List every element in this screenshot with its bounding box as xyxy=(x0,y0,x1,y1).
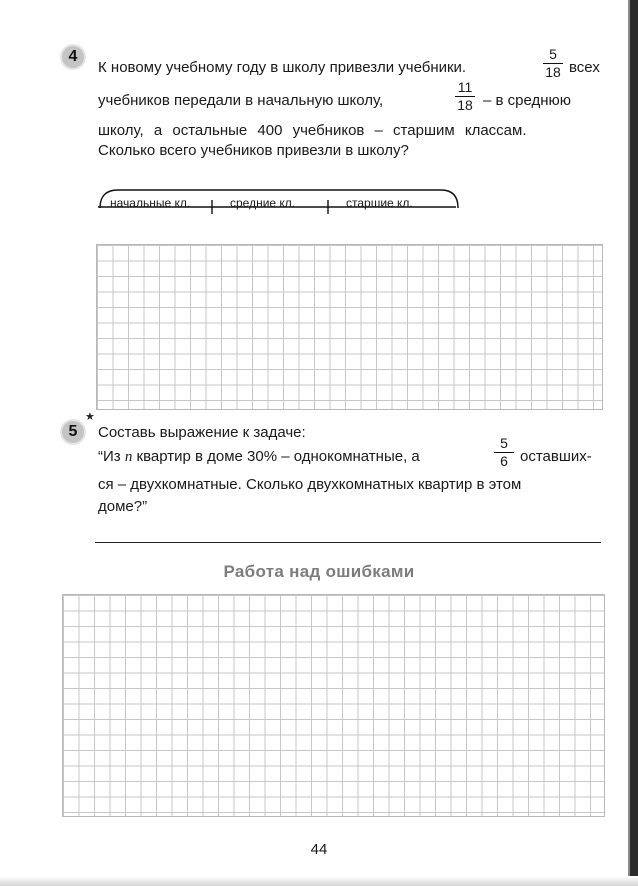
page-number: 44 xyxy=(310,841,328,858)
task-5-line-1: Составь выражение к задаче: xyxy=(98,424,306,441)
task-5-line-2-text: квартир в доме 30% – однокомнатные, а xyxy=(136,448,420,465)
task-5-line-2-end: оставших- xyxy=(520,448,592,465)
task-4-fraction-1 xyxy=(543,47,563,80)
task-5-number-badge: 5 xyxy=(62,421,84,443)
task-4-line-1: К новому учебному году в школу привезли учебники. xyxy=(98,59,467,76)
task-4-number-badge: 4 xyxy=(62,46,84,68)
variable-n: n xyxy=(124,449,133,465)
page-edge xyxy=(630,0,638,886)
fraction-denominator: 18 xyxy=(545,64,561,80)
task-4-line-2-end: – в среднюю xyxy=(483,92,572,109)
fraction-numerator: 11 xyxy=(455,80,475,97)
task-5-line-3: ся – двухкомнатные. Сколько двухкомнатных квартир в этом xyxy=(98,476,522,493)
quote-start: “Из xyxy=(98,448,121,465)
segment-label-middle: средние кл. xyxy=(230,196,296,210)
fraction-denominator: 18 xyxy=(457,97,473,113)
answer-line[interactable] xyxy=(95,542,601,543)
task-4-line-2: учебников передали в начальную школу, xyxy=(98,92,384,109)
segment-label-primary: начальные кл. xyxy=(110,196,191,210)
fraction-denominator: 6 xyxy=(500,453,508,469)
task-4-line-3: школу, а остальные 400 учебников – старшим классам. xyxy=(98,122,527,139)
task-4-answer-grid[interactable] xyxy=(96,244,603,410)
task-5-line-2 xyxy=(98,448,420,466)
task-4-line-4: Сколько всего учебников привезли в школу? xyxy=(98,142,409,159)
fraction-numerator: 5 xyxy=(543,47,563,64)
section-title: Работа над ошибками xyxy=(223,562,415,581)
task-4-fraction-2 xyxy=(455,80,475,113)
task-5-fraction xyxy=(494,436,514,469)
page-bottom-shadow xyxy=(0,876,638,886)
task-4-line-1-end: всех xyxy=(569,59,600,76)
segment-label-senior: старшие кл. xyxy=(346,196,413,210)
star-icon: ★ xyxy=(85,411,95,423)
fraction-numerator: 5 xyxy=(494,436,514,453)
corrections-grid[interactable] xyxy=(62,594,605,817)
task-5-line-4: доме?” xyxy=(98,498,148,515)
